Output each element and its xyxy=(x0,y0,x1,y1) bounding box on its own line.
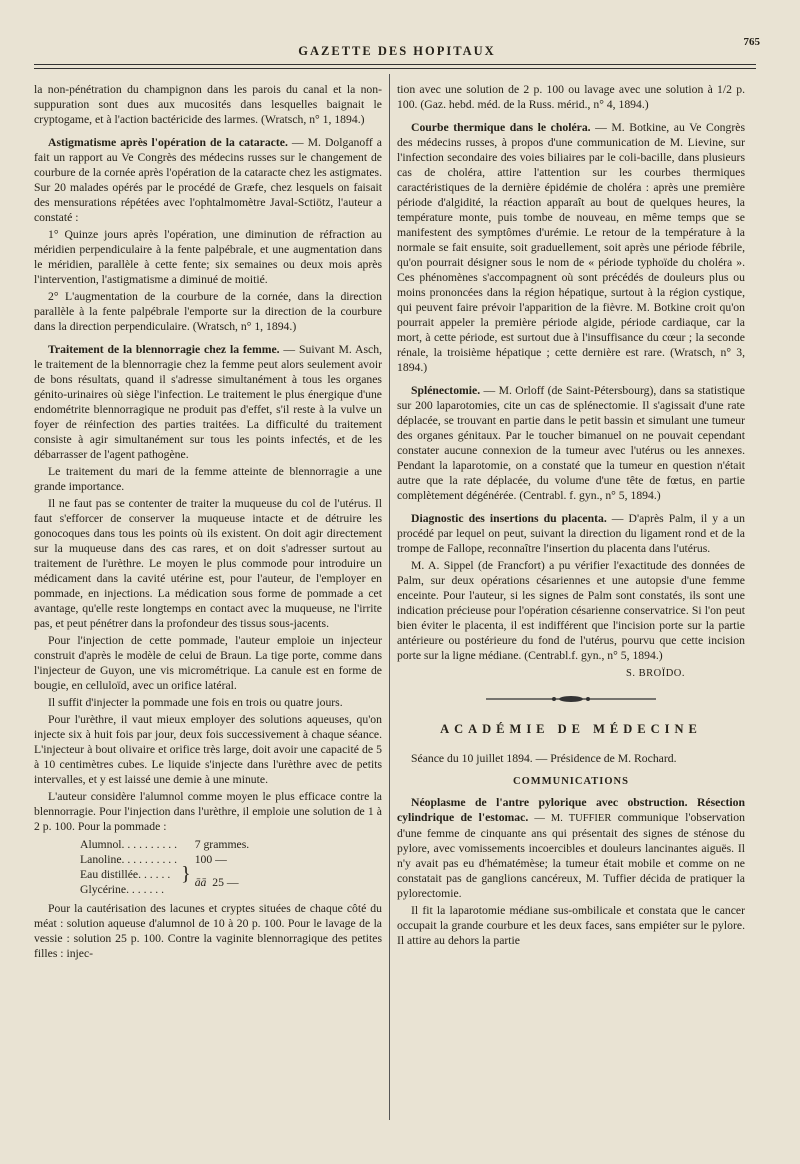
paragraph: Il fit la laparotomie médiane sus-ombilicale et constata que le cancer occupait la grande courbure et les deux faces, sans empiéter sur le pylore. Il attire au dehors la partie xyxy=(397,904,745,947)
paragraph: Le traitement du mari de la femme atteinte de blennorragie a une grande importance. xyxy=(34,465,382,493)
paragraph: Il suffit d'injecter la pommade une fois en trois ou quatre jours. xyxy=(48,696,343,709)
article-body: — Suivant M. Asch, le traitement de la blennorragie chez la femme peut alors seulement avoir de bons résultats, quand il s'adresse simultanément à tous les organes génito-urinaires où siège l'infection. Le traitement le plus énergique d'une endométrite blennorragique ne produit pas d'effet, s'il reste à la vulve un foyer de réinfection des parties traitées. La difficulté du traitement consiste à agir simultanément sur tous les points infectés, et de les débarrasser de l'agent pathogène. xyxy=(34,343,382,461)
paragraph: L'auteur considère l'alumnol comme moyen le plus efficace contre la blennorragie. Pour l'injection dans l'urèthre, il emploie une solution de 1 à 2 p. 100. Pour la pommade : xyxy=(34,790,382,833)
ingredient-name: Eau distillée. . . . . . xyxy=(80,868,171,881)
article-body: communique l'observation d'une femme de cinquante ans qui présentait des signes de sténose du pylore, avec vomissements incoercibles et douleurs lancinantes aiguës. Il n'y avait pas eu d'hématémèse; la tumeur était mobile et comme on ne constatait pas de ganglions cancéreux, M. Tuffier décida de pratiquer la pylorectomie. xyxy=(397,811,745,900)
article-placenta xyxy=(397,511,745,556)
paragraph: Pour la cautérisation des lacunes et cryptes situées de chaque côté du méat : solution aqueuse d'alumnol de 10 à 20 p. 100. Pour le lavage de la vessie : solution 25 p. 100. Contre la vaginite blennorragique des petites filles : injec- xyxy=(34,902,382,960)
right-column xyxy=(397,82,745,950)
article-blennorragie xyxy=(34,342,382,462)
article-neoplasme xyxy=(397,795,745,901)
running-title: GAZETTE DES HOPITAUX xyxy=(298,44,496,58)
paragraph: 2° L'augmentation de la courbure de la cornée, dans la direction parallèle à la fente palpébrale l'emporte sur la direction de la courbure dans la direction perpendiculaire. (Wratsch, n° 1, 1894.) xyxy=(34,290,382,333)
ingredient-quantity: 7 grammes. xyxy=(194,838,250,851)
article-title: Diagnostic des insertions du placenta. xyxy=(411,512,607,525)
continued-paragraph: tion avec une solution de 2 p. 100 ou lavage avec une solution à 1/2 p. 100. (Gaz. hebd. méd. de la Russ. mérid., n° 4, 1894.) xyxy=(397,83,745,111)
session-line: Séance du 10 juillet 1894. — Présidence de M. Rochard. xyxy=(411,752,677,765)
page-header xyxy=(34,36,760,64)
section-ornament xyxy=(397,693,745,708)
section-title: ACADÉMIE DE MÉDECINE xyxy=(440,722,702,736)
subsection-title: COMMUNICATIONS xyxy=(513,776,629,787)
paragraph: Il ne faut pas se contenter de traiter la muqueuse du col de l'utérus. Il faut s'efforcer de conserver la muqueuse intacte et de détruire les gonocoques dans tous les points où ils existent. On doit agir directement sur la muqueuse dans des cas rares, et on doit s'adresser surtout au traitement de l'urèthre. Le moyen le plus commode pour introduire un médicament dans la cavité utérine est, pour l'auteur, de l'employer en pommade, en injections. La médication sous forme de pommade a cet avantage, qu'elle reste longtemps en contact avec la muqueuse, ne l'irrite pas, et peut pénétrer dans la profondeur des tissus sous-jacents. xyxy=(34,497,382,630)
author-name: — M. TUFFIER xyxy=(528,813,612,824)
ingredient-quantity: 25 — xyxy=(212,875,239,889)
article-body: — M. Botkine, au Ve Congrès des médecins russes, à propos d'une communication de M. Lievine, sur l'infection secondaire des voies biliaires par le coli-bacille, dans plusieurs cas de choléra, attire l'attention sur les courbes thermiques caractéristiques de la dernière épidémie de choléra : après une première période d'algidité, la réaction apparaît au bout de quelques heures, la température monte, puis tombe de nouveau, en même temps que se manifestent des symptômes d'urémie. Le retour de la température à la normale se fait ensuite, soit graduellement, soit après une période fébrile, qu'on pourrait désigner sous le nom de « période typhoïde du choléra ». Ces phénomènes s'accompagnent où sont précédés de douleurs plus ou moins prononcées dans la région hépatique, surtout à la région cystique, qui peuvent faire prévoir l'apparition de la fièvre. M. Botkine croit qu'on pourrait appeler la première période algide, période cardiaque, car la mort, à cette période, est surtout due à l'insuffisance du cœur ; la seconde rénale, la troisième hépatique ; cette dernière est rare. (Wratsch, n° 3, 1894.) xyxy=(397,121,745,374)
article-title: Splénectomie. xyxy=(411,384,481,397)
article-cholera xyxy=(397,120,745,375)
article-title: Courbe thermique dans le choléra. xyxy=(411,121,591,134)
brace: } xyxy=(181,863,191,885)
header-rule xyxy=(34,64,756,65)
ingredient-name: Glycérine. . . . . . . xyxy=(80,883,165,896)
article-body: — M. Orloff (de Saint-Pétersbourg), dans sa statistique sur 200 laparotomies, cite un cas de splénectomie. Il s'agissait d'une rate déplacée, se trouvant en partie dans le petit bassin et simulant une tumeur des organes génitaux. Par le toucher bimanuel on ne pouvait cependant constater aucune connexion de la tumeur avec l'utérus ou les annexes. Pendant la laparotomie, on a constaté que la tumeur en question n'était autre que la rate déplacée, du volume d'une tête de fœtus, en partie complètement dégénérée. (Centrabl. f. gyn., n° 5, 1894.) xyxy=(397,384,745,502)
article-body: — D'après Palm, il y a un procédé par lequel on peut, suivant la direction du ligament rond et de la trompe de Fallope, reconnaître l'insertion du placenta dans l'utérus. xyxy=(397,512,745,555)
article-title: Astigmatisme après l'opération de la cataracte. xyxy=(48,136,288,149)
article-title: Néoplasme de l'antre pylorique avec obstruction. Résection cylindrique de l'estomac. xyxy=(397,796,745,824)
continued-paragraph: la non-pénétration du champignon dans les parois du canal et la non-suppuration sont dues aux mucosités dans lesquelles baignait le cryptogame, et à l'action bactéricide des larmes. (Wratsch, n° 1, 1894.) xyxy=(34,83,382,126)
article-body: — M. Dolganoff a fait un rapport au Ve Congrès des médecins russes sur le changement de courbure de la cornée après l'opération de la cataracte chez les astigmates. Sur 20 malades opérés par le procédé de Græfe, chez lesquels on faisait des mensurations répétées avec l'ophtalmomètre Javal-Sctiötz, l'auteur a constaté : xyxy=(34,136,382,224)
paragraph: Pour l'injection de cette pommade, l'auteur emploie un injecteur construit d'après le modèle de celui de Braun. La tige porte, comme dans l'injecteur de Guyon, une vis micrométrique. La canule est en forme de bougie, en celluloïd, avec un orifice latéral. xyxy=(34,634,382,692)
page-number: 765 xyxy=(743,36,760,48)
ingredient-quantity: 100 — xyxy=(194,853,227,866)
left-column xyxy=(34,82,382,963)
paragraph: 1° Quinze jours après l'opération, une diminution de réfraction au méridien perpendiculaire à la fente palpébrale, et une augmentation dans le méridien, parallèle à cette fente; six semaines ou deux mois après l'intervention, l'astigmatisme a diminué de moitié. xyxy=(34,228,382,286)
ingredient-name: Alumnol. . . . . . . . . . xyxy=(80,838,178,851)
paragraph: M. A. Sippel (de Francfort) a pu vérifier l'exactitude des données de Palm, sur deux opérations césariennes et une autopsie d'une femme enceinte. Pour l'auteur, si les signes de Palm sont constatés, ils sont une indication précieuse pour l'opération césarienne conservatrice. Si l'on peut bien éviter le placenta, il est indifférent que l'incision porte sur la partie antérieure ou postérieure du fond de l'utérus, pourvu que cette incision porte sur la ligne médiane. (Centrabl.f. gyn., n° 5, 1894.) xyxy=(397,559,745,662)
ornament-rule-icon xyxy=(486,694,656,704)
article-title: Traitement de la blennorragie chez la femme. xyxy=(48,343,280,356)
header-rule-double xyxy=(34,68,756,69)
paragraph: Pour l'urèthre, il vaut mieux employer des solutions aqueuses, qu'on injecte six à huit fois par jour, deux fois successivement à chaque séance. L'injecteur à bout olivaire et orifice très large, doit avoir une capacité de 5 à 10 centimètres cubes. Le liquide s'injecte dans l'urèthre avec de petits intervalles, et y est laissé une demie à une minute. xyxy=(34,713,382,786)
ingredient-name: Lanoline. . . . . . . . . . xyxy=(80,853,178,866)
ana-symbol: āā xyxy=(194,875,207,889)
author-signature: S. BROÏDO. xyxy=(626,668,685,679)
prescription-formula xyxy=(80,837,253,897)
article-splenectomie xyxy=(397,383,745,503)
column-divider xyxy=(389,74,390,1120)
article-astigmatisme xyxy=(34,135,382,225)
